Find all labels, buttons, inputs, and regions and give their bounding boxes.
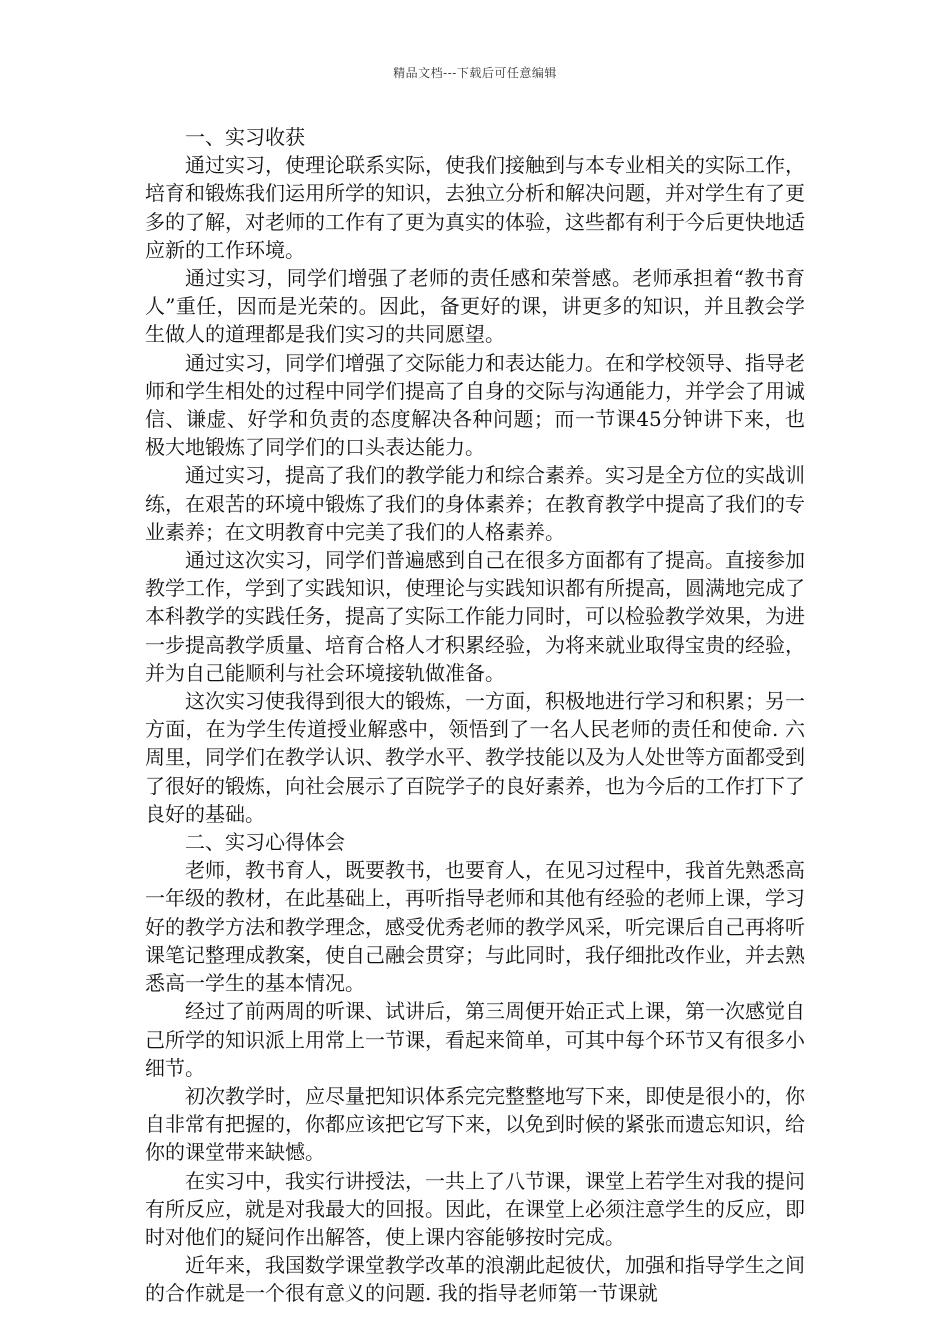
paragraph: 通过实习，提高了我们的教学能力和综合素养。实习是全方位的实战训练，在艰苦的环境中锻炼了我们的身体素养；在教育教学中提高了我们的专业素养；在文明教育中完美了我们的人格素养。 [145, 463, 805, 544]
paragraph: 经过了前两周的听课、试讲后，第三周便开始正式上课，第一次感觉自己所学的知识派上用常上一节课，看起来简单，可其中每个环节又有很多小细节。 [145, 999, 805, 1080]
paragraph: 通过这次实习，同学们普遍感到自己在很多方面都有了提高。直接参加教学工作，学到了实践知识，使理论与实践知识都有所提高，圆满地完成了本科教学的实践任务，提高了实际工作能力同时，可以检验教学效果，为进一步提高教学质量、培育合格人才积累经验，为将来就业取得宝贵的经验，并为自己能顺利与社会环境接轨做准备。 [145, 548, 805, 685]
paragraph: 这次实习使我得到很大的锻炼，一方面，积极地进行学习和积累；另一方面，在为学生传道授业解惑中，领悟到了一名人民老师的责任和使命. 六周里，同学们在教学认识、教学水平、教学技能以及为人处世等方面都受到了很好的锻炼，向社会展示了百院学子的良好素养，也为今后的工作打下了良好的基础。 [145, 689, 805, 826]
paragraph: 近年来，我国数学课堂教学改革的浪潮此起彼伏，加强和指导学生之间的合作就是一个很有意义的问题. 我的指导老师第一节课就 [145, 1253, 805, 1306]
section-heading-reflections: 二、实习心得体会 [185, 830, 345, 855]
paragraph: 通过实习，同学们增强了交际能力和表达能力。在和学校领导、指导老师和学生相处的过程中同学们提高了自身的交际与沟通能力，并学会了用诚信、谦虚、好学和负责的态度解决各种问题；而一节课45分钟讲下来，也极大地锻炼了同学们的口头表达能力。 [145, 350, 805, 460]
paragraph: 通过实习，使理论联系实际，使我们接触到与本专业相关的实际工作，培育和锻炼我们运用所学的知识，去独立分析和解决问题，并对学生有了更多的了解，对老师的工作有了更为真实的体验，这些都有利于今后更快地适应新的工作环境。 [145, 153, 805, 262]
paragraph: 初次教学时，应尽量把知识体系完完整整地写下来，即使是很小的，你自非常有把握的，你都应该把它写下来，以免到时候的紧张而遗忘知识，给你的课堂带来缺憾。 [145, 1083, 805, 1165]
page-header: 精品文档---下载后可任意编辑 [393, 66, 557, 80]
section-heading-harvest: 一、实习收获 [185, 125, 305, 149]
paragraph: 通过实习，同学们增强了老师的责任感和荣誉感。老师承担着“教书育人”重任，因而是光荣的。因此，备更好的课，讲更多的知识，并且教会学生做人的道理都是我们实习的共同愿望。 [145, 266, 805, 347]
paragraph: 老师，教书育人，既要教书，也要育人，在见习过程中，我首先熟悉高一年级的教材，在此基础上，再听指导老师和其他有经验的老师上课，学习好的教学方法和教学理念，感受优秀老师的教学风采，听完课后自己再将听课笔记整理成教案，使自己融会贯穿；与此同时，我仔细批改作业，并去熟悉高一学生的基本情况。 [145, 858, 805, 996]
paragraph: 在实习中，我实行讲授法，一共上了八节课，课堂上若学生对我的提问有所反应，就是对我最大的回报。因此，在课堂上必须注意学生的反应，即时对他们的疑问作出解答，使上课内容能够按时完成。 [145, 1168, 805, 1249]
document-body [145, 123, 805, 1308]
